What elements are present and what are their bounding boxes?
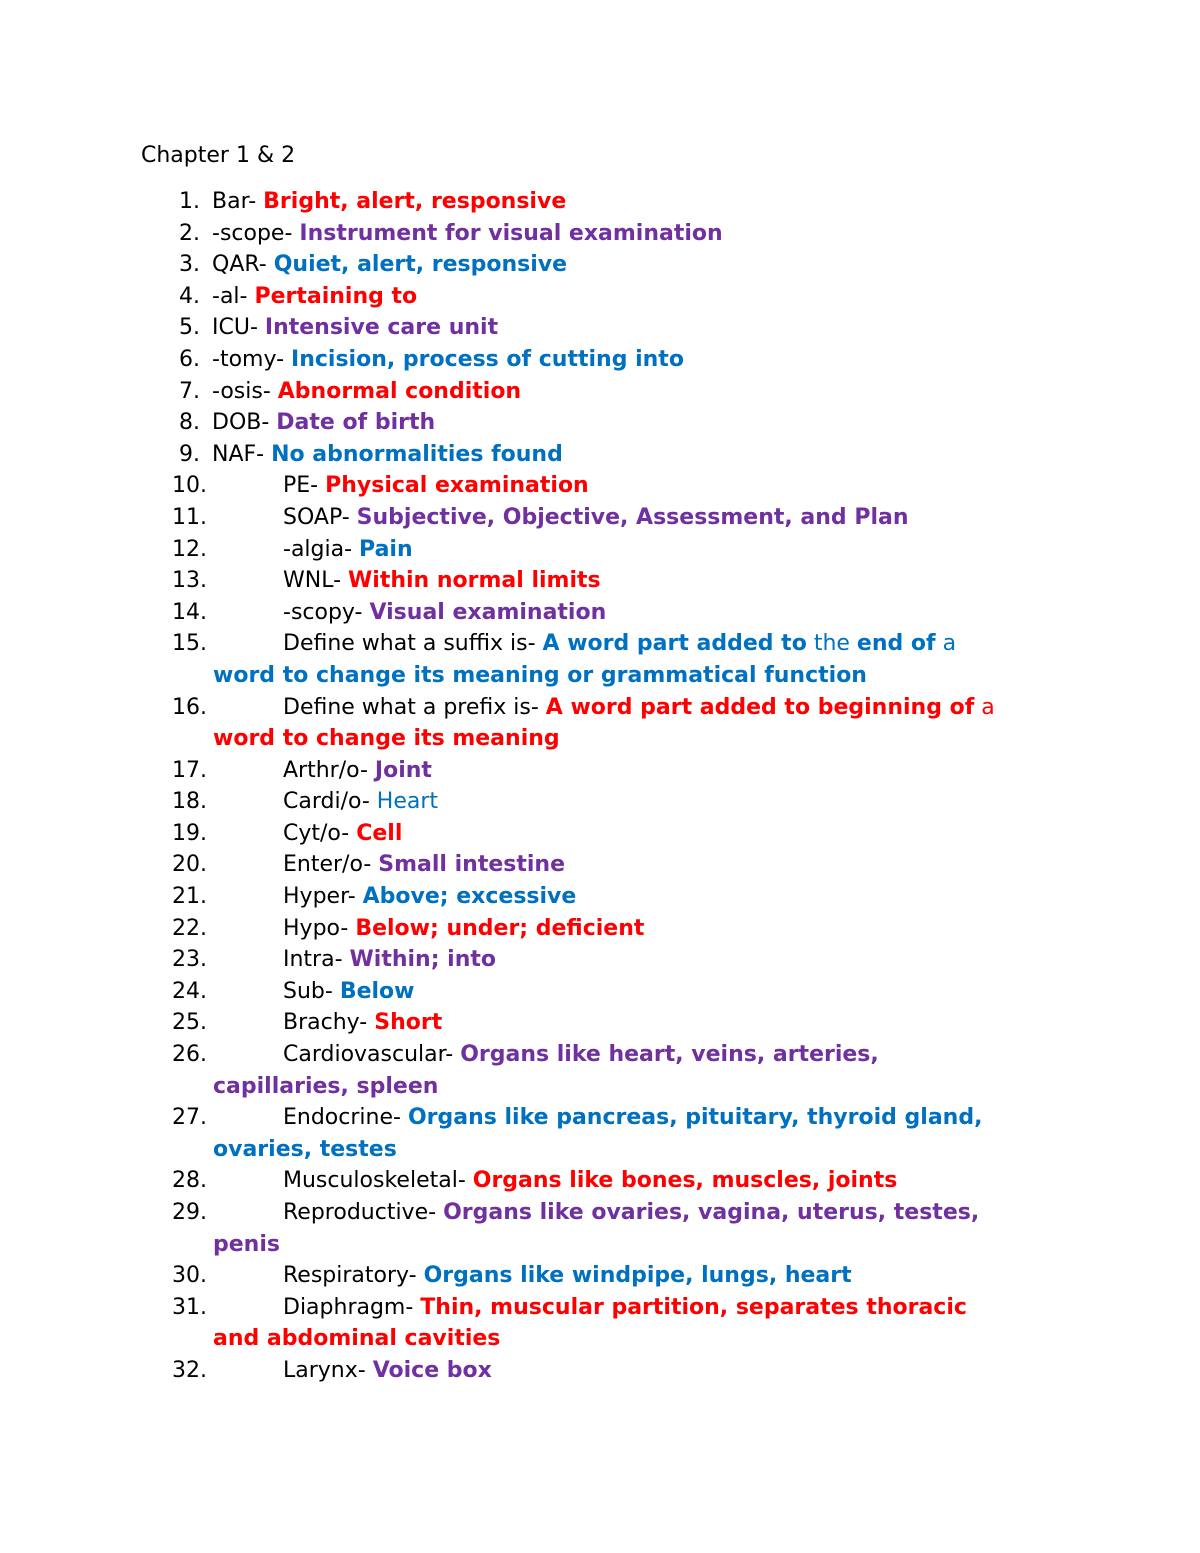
list-item-line — [283, 628, 1200, 660]
definition-text: word to change its meaning — [213, 726, 560, 752]
list-item-number: 26. — [172, 1042, 207, 1068]
definition-text: Within normal limits — [348, 568, 601, 594]
list-item — [0, 281, 1200, 313]
term-text: -scope- — [212, 220, 300, 246]
list-item — [0, 881, 1200, 913]
list-item — [0, 186, 1200, 218]
definition-text: word to change its meaning or grammatical function — [213, 662, 867, 688]
list-item-line — [212, 407, 1200, 439]
list-item-line — [283, 1260, 1200, 1292]
term-text: Enter/o- — [283, 852, 379, 878]
list-item — [0, 470, 1200, 502]
term-text: NAF- — [212, 441, 272, 467]
definition-text: Organs like bones, muscles, joints — [472, 1168, 898, 1194]
definition-text: a — [974, 694, 995, 720]
definition-text: Visual examination — [369, 599, 607, 625]
definition-text: Abnormal condition — [277, 378, 522, 404]
list-item-line — [283, 565, 1200, 597]
list-item-number: 8. — [179, 410, 200, 436]
definition-text: Organs like ovaries, vagina, uterus, testes, — [443, 1200, 980, 1225]
list-item-line — [283, 1197, 1200, 1229]
list-item-number: 27. — [172, 1105, 207, 1131]
list-item — [0, 312, 1200, 344]
term-text: Hyper- — [283, 884, 363, 910]
list-item-line — [283, 1165, 1200, 1197]
list-item-line — [212, 376, 1200, 408]
definition-text: and abdominal cavities — [213, 1326, 501, 1352]
list-item-line — [283, 913, 1200, 945]
definition-text: Voice box — [372, 1357, 492, 1383]
term-text: DOB- — [212, 410, 277, 436]
list-item-number: 22. — [172, 915, 207, 941]
definition-text: Physical examination — [325, 473, 589, 499]
definition-text: Organs like pancreas, pituitary, thyroid gland, — [407, 1105, 983, 1131]
list-item — [0, 1102, 1200, 1165]
definition-text: Thin, muscular partition, separates thoracic — [420, 1294, 967, 1320]
list-item-number: 7. — [179, 378, 200, 404]
list-item-continuation-line — [213, 1071, 1200, 1103]
list-item — [0, 818, 1200, 850]
list-item-number: 5. — [179, 315, 200, 341]
list-item — [0, 976, 1200, 1008]
list-item-line — [283, 786, 1200, 818]
list-item — [0, 218, 1200, 250]
list-item-line — [283, 534, 1200, 566]
term-text: Larynx- — [283, 1357, 373, 1383]
list-item — [0, 565, 1200, 597]
definition-text: Instrument for visual examination — [299, 220, 723, 246]
list-item-number: 23. — [172, 947, 207, 973]
list-item-continuation-line — [213, 1323, 1200, 1355]
definition-text: capillaries, spleen — [213, 1073, 439, 1099]
list-item-number: 25. — [172, 1010, 207, 1036]
list-item-number: 2. — [179, 220, 200, 246]
list-item-line — [212, 344, 1200, 376]
definition-text: Pertaining to — [254, 283, 418, 309]
list-item-number: 15. — [172, 631, 207, 657]
list-item — [0, 376, 1200, 408]
list-item-line — [283, 818, 1200, 850]
list-item-number: 21. — [172, 884, 207, 910]
list-item-line — [212, 186, 1200, 218]
list-item-number: 31. — [172, 1294, 207, 1320]
list-item-number: 4. — [179, 283, 200, 309]
term-text: Cyt/o- — [283, 820, 357, 846]
list-item-line — [212, 439, 1200, 471]
list-item-number: 28. — [172, 1168, 207, 1194]
list-item — [0, 1039, 1200, 1102]
list-item-number: 17. — [172, 757, 207, 783]
list-item — [0, 849, 1200, 881]
definition-text: A word part added to beginning of — [545, 694, 975, 720]
list-item-line — [283, 1102, 1200, 1134]
list-item — [0, 1292, 1200, 1355]
list-item-number: 19. — [172, 820, 207, 846]
definition-text: A word part added to — [542, 631, 807, 657]
term-text: PE- — [283, 473, 326, 499]
list-item-number: 9. — [179, 441, 200, 467]
list-item-number: 29. — [172, 1200, 207, 1225]
list-item-line — [212, 249, 1200, 281]
definition-text: Below — [339, 978, 415, 1004]
definition-text: Intensive care unit — [264, 315, 499, 341]
term-text: Musculoskeletal- — [283, 1168, 473, 1194]
list-item-line — [283, 1355, 1200, 1387]
list-item — [0, 1197, 1200, 1260]
list-item-number: 14. — [172, 599, 207, 625]
list-item — [0, 1007, 1200, 1039]
list-item-number: 10. — [172, 473, 207, 499]
term-text: Respiratory- — [283, 1263, 424, 1289]
term-text: QAR- — [212, 252, 274, 278]
term-text: -algia- — [283, 536, 360, 562]
list-item-number: 18. — [172, 789, 207, 815]
term-text: Brachy- — [283, 1010, 375, 1036]
list-item-continuation-line — [213, 1229, 1200, 1261]
list-item — [0, 913, 1200, 945]
list-item — [0, 597, 1200, 629]
list-item — [0, 1165, 1200, 1197]
list-item-number: 6. — [179, 346, 200, 372]
numbered-list — [0, 186, 1200, 1387]
list-item — [0, 755, 1200, 787]
definition-text: ovaries, testes — [213, 1136, 397, 1162]
term-text: Define what a suffix is- — [283, 631, 543, 657]
list-item — [0, 439, 1200, 471]
term-text: Intra- — [283, 947, 350, 973]
definition-text: Pain — [359, 536, 413, 562]
term-text: Cardi/o- — [283, 789, 377, 815]
definition-text: a — [935, 631, 957, 657]
list-item-number: 32. — [172, 1357, 207, 1383]
list-item-line — [283, 597, 1200, 629]
list-item — [0, 534, 1200, 566]
definition-text: Small intestine — [378, 852, 565, 878]
definition-text: Bright, alert, responsive — [263, 189, 567, 214]
list-item-number: 20. — [172, 852, 207, 878]
list-item-number: 3. — [179, 252, 200, 278]
term-text: SOAP- — [283, 504, 357, 530]
list-item — [0, 407, 1200, 439]
term-text: Reproductive- — [283, 1200, 444, 1225]
list-item-line — [283, 1007, 1200, 1039]
definition-text: Organs like heart, veins, arteries, — [460, 1042, 879, 1068]
list-item-continuation-line — [213, 1134, 1200, 1166]
definition-text: Within; into — [349, 947, 496, 973]
definition-text: the — [806, 631, 857, 657]
list-item — [0, 944, 1200, 976]
list-item — [0, 249, 1200, 281]
term-text: -osis- — [212, 378, 278, 404]
definition-text: Date of birth — [276, 410, 436, 436]
definition-text: No abnormalities found — [271, 441, 563, 467]
term-text: Endocrine- — [283, 1105, 408, 1131]
term-text: Bar- — [212, 189, 264, 214]
list-item-line — [212, 312, 1200, 344]
list-item-line — [283, 692, 1200, 724]
list-item-number: 13. — [172, 568, 207, 594]
definition-text: Quiet, alert, responsive — [273, 252, 568, 278]
list-item — [0, 692, 1200, 755]
list-item-line — [283, 1292, 1200, 1324]
list-item-line — [283, 944, 1200, 976]
definition-text: Organs like windpipe, lungs, heart — [423, 1263, 852, 1289]
term-text: Arthr/o- — [283, 757, 375, 783]
list-item-line — [283, 755, 1200, 787]
definition-text: Heart — [376, 789, 439, 815]
list-item-line — [212, 281, 1200, 313]
definition-text: Incision, process of cutting into — [291, 346, 684, 372]
term-text: -al- — [212, 283, 255, 309]
list-item-line — [283, 881, 1200, 913]
term-text: WNL- — [283, 568, 349, 594]
definition-text: Short — [374, 1010, 443, 1036]
list-item-number: 30. — [172, 1263, 207, 1289]
list-item-line — [283, 976, 1200, 1008]
definition-text: Subjective, Objective, Assessment, and Plan — [356, 504, 909, 530]
term-text: Diaphragm- — [283, 1294, 421, 1320]
list-item — [0, 786, 1200, 818]
term-text: Define what a prefix is- — [283, 694, 546, 720]
term-text: -scopy- — [283, 599, 370, 625]
list-item — [0, 628, 1200, 691]
term-text: ICU- — [212, 315, 265, 341]
list-item — [0, 344, 1200, 376]
term-text: -tomy- — [212, 346, 292, 372]
list-item — [0, 1260, 1200, 1292]
list-item-number: 24. — [172, 978, 207, 1004]
list-item-number: 12. — [172, 536, 207, 562]
list-item-line — [283, 470, 1200, 502]
list-item-line — [212, 218, 1200, 250]
list-item — [0, 502, 1200, 534]
list-item — [0, 1355, 1200, 1387]
definition-text: Cell — [356, 820, 403, 846]
term-text: Sub- — [283, 978, 340, 1004]
definition-text: end of — [856, 631, 936, 657]
list-item-number: 1. — [179, 189, 200, 214]
list-item-continuation-line — [213, 660, 1200, 692]
term-text: Hypo- — [283, 915, 356, 941]
list-item-continuation-line — [213, 723, 1200, 755]
list-item-line — [283, 502, 1200, 534]
list-item-line — [283, 849, 1200, 881]
definition-text: penis — [213, 1231, 280, 1257]
list-item-number: 16. — [172, 694, 207, 720]
definition-text: Above; excessive — [362, 884, 577, 910]
document-heading: Chapter 1 & 2 — [141, 143, 296, 168]
list-item-line — [283, 1039, 1200, 1071]
list-item-number: 11. — [172, 504, 207, 530]
definition-text: Below; under; deficient — [355, 915, 645, 941]
term-text: Cardiovascular- — [283, 1042, 461, 1068]
definition-text: Joint — [374, 757, 432, 783]
